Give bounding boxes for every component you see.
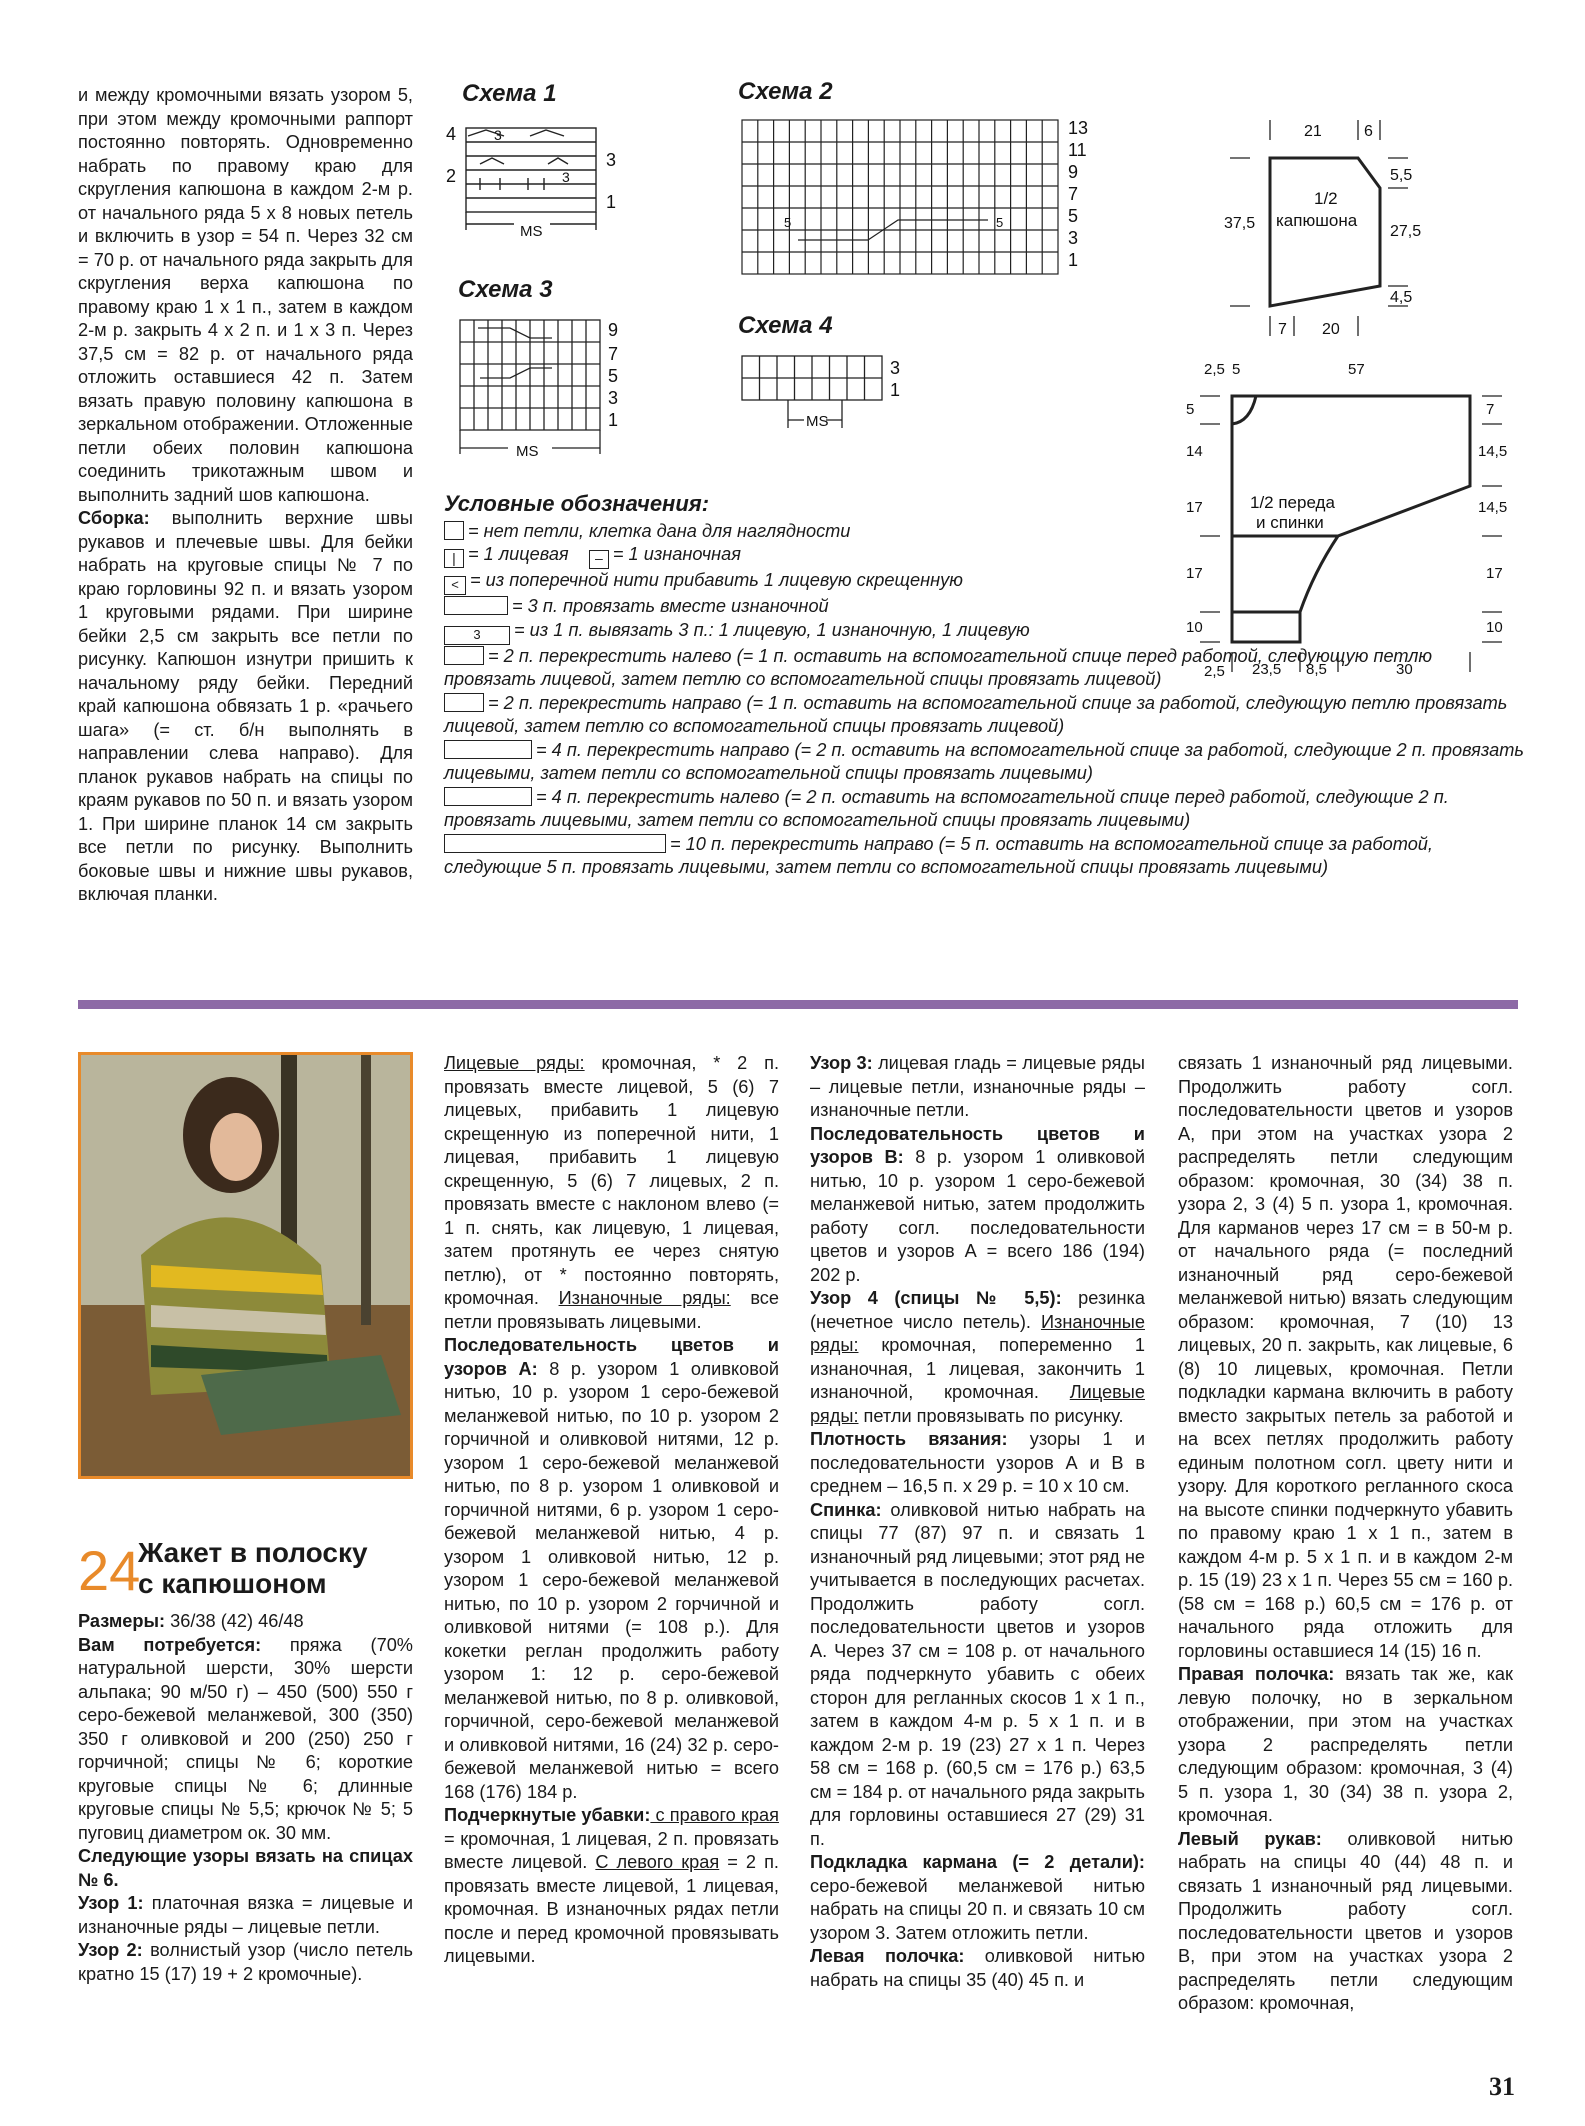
svg-text:4: 4 <box>446 124 457 144</box>
hood-dim-7: 7 <box>1278 321 1287 338</box>
assembly-text: выполнить верхние швы рукавов и плечевые швы. Для бейки набрать на круговые спицы № 7 по краю горловины 92 п. и вязать узором 1 круговыми рядами. При ширине бейки 2,5 см закрыть все петли по рисунку. Капюшон изнутри пришить к начальному ряду бейки. Передний край капюшона обвязать 1 р. «рачьего шага» (= ст. б/н выполнять в направлении слева направо). Для планок рукавов набрать на спицы по краям рукавов по 50 п. и вязать узором 1. При ширине планок 14 см закрыть все петли по рисунку. Выполнить боковые швы и нижние швы рукавов, включая планки. <box>78 508 413 904</box>
col1-pattern-2: Узор 2: волнистый узор (число петель кратно 15 (17) 19 + 2 кромочные). <box>78 1940 413 1984</box>
svg-text:1: 1 <box>606 192 617 212</box>
legend-item-no-stitch: = нет петли, клетка дана для наглядности <box>444 520 1524 544</box>
hood-dim-37-5: 37,5 <box>1224 215 1256 232</box>
body-dim-2-5-bottom: 2,5 <box>1204 663 1225 680</box>
col4-right-front: Правая полочка: вязать так же, как левую полочку, но в зеркальном отображении, при этом на участках узора 2 распределять петли следующим образом: кромочная, 3 (4) 5 п. узора 1, 30 (34) 38 п. узора 2, кромочная. <box>1178 1664 1514 1825</box>
body-dim-14-5-a: 14,5 <box>1478 443 1508 460</box>
hood-dim-4-5: 4,5 <box>1390 289 1413 306</box>
scheme-1-title: Схема 1 <box>462 80 557 107</box>
col2-sequence-a: Последовательность цветов и узоров А: 8 р. узором 1 оливковой нитью, 10 р. узором 1 серо-бежевой меланжевой нитью, по 10 р. узором 2 горчичной и оливковой нитями, 12 р. узором 1 серо-бежевой меланжевой нитью, по 8 р. узором 1 оливковой и горчичной нитями, 6 р. узором 1 серо-бежевой меланжевой нитью, 4 р. узором 1 оливковой нитью, 12 р. узором 1 серо-бежевой меланжевой нитью, по 10 р. узором 2 горчичной и оливковой нитями (= 108 р.). Для кокетки реглан продолжить работу узором 1: 12 р. серо-бежевой меланжевой нитью, по 8 р. оливковой, горчичной, серо-бежевой меланжевой и оливковой нитями, 16 (24) 32 р. серо-бежевой меланжевой нитью = всего 168 (176) 184 р. <box>444 1335 779 1802</box>
article-title-line-2: с капюшоном <box>138 1568 327 1599</box>
col3-pocket-lining: Подкладка кармана (= 2 детали): серо-бежевой меланжевой нитью набрать на спицы 20 п. и связать 10 см узором 3. Затем отложить петли. <box>810 1852 1145 1943</box>
legend-item-cross2-left: = 2 п. перекрестить налево (= 1 п. оставить на вспомогательной спице перед работой, следующую петлю провязать лицевой, затем петлю со вспомогательной спицы провязать лицевой) <box>444 645 1433 689</box>
body-dim-8-5: 8,5 <box>1306 661 1327 678</box>
body-dim-5-top: 5 <box>1232 361 1241 378</box>
article-number: 24 <box>78 1539 141 1602</box>
svg-text:11: 11 <box>1068 140 1087 160</box>
article-title-line-1: Жакет в полоску <box>138 1537 368 1568</box>
col3-back: Спинка: оливковой нитью набрать на спицы 77 (87) 97 п. и связать 1 изнаночный ряд лицевыми; этот ряд не учитывается в последующих расчетах. Продолжить работу согл. последовательности цветов и узоров А. Через 37 см = 108 р. от начального ряда подчеркнуто убавить с обеих сторон для регланных скосов 1 х 1 п., затем в каждом 4-м р. 5 х 1 п. и в каждом 2-м р. 19 (23) 27 х 1 п. Через 58 см = 168 р. (60,5 см = 176 р.) 63,5 см = 184 р. от начального ряда закрыть для горловины оставшиеся 27 (29) 31 п. <box>810 1499 1145 1849</box>
body-dim-17-right: 17 <box>1486 565 1503 582</box>
svg-text:3: 3 <box>890 358 901 378</box>
assembly-label: Сборка: <box>78 508 150 528</box>
scheme-4-chart <box>738 352 928 432</box>
scheme-4-title: Схема 4 <box>738 312 833 339</box>
col1-pattern-1: Узор 1: платочная вязка = лицевые и изнаночные ряды – лицевые петли. <box>78 1893 413 1937</box>
svg-text:5: 5 <box>608 366 619 386</box>
col2-knit-rows: Лицевые ряды: кромочная, * 2 п. провязать вместе лицевой, 5 (6) 7 лицевых, прибавить 1 лицевую скрещенную из поперечной нити, 1 лицевая, прибавить 1 лицевую скрещенную, 5 (6) 7 лицевых, 2 п. провязать вместе с наклоном влево (= 1 п. снять, как лицевую, 1 лицевая, затем протянуть ее через снятую петлю), от * постоянно повторять, кромочная. Изнаночные ряды: все петли провязывать лицевыми. <box>444 1053 779 1332</box>
top-left-text-column <box>78 84 413 907</box>
svg-text:3: 3 <box>606 150 617 170</box>
hood-pattern-diagram <box>1210 110 1470 350</box>
hood-label-half: 1/2 <box>1314 189 1338 208</box>
col3-pattern-3: Узор 3: лицевая гладь = лицевые ряды – лицевые петли, изнаночные ряды – изнаночные петли. <box>810 1053 1145 1120</box>
svg-text:9: 9 <box>1068 162 1079 182</box>
column-1 <box>78 1610 413 1986</box>
col2-decreases: Подчеркнутые убавки: с правого края = кромочная, 1 лицевая, 2 п. провязать вместе лицевой. С левого края = 2 п. провязать вместе лицевой, 1 лицевая, кромочная. В изнаночных рядах петли после и перед кромочной провязывать лицевыми. <box>444 1805 779 1966</box>
legend-item-cross10-right: = 10 п. перекрестить направо (= 5 п. оставить на вспомогательной спице за работой, следующие 5 п. провязать лицевыми, затем петли со вспомогательной спицы провязать лицевыми) <box>444 833 1433 877</box>
scheme-2-title: Схема 2 <box>738 78 833 105</box>
hood-dim-27-5: 27,5 <box>1390 223 1422 240</box>
svg-text:2: 2 <box>446 166 457 186</box>
model-photo <box>78 1052 413 1479</box>
section-divider <box>78 1000 1518 1009</box>
scheme-4-ms: MS <box>806 413 829 430</box>
column-2 <box>444 1052 779 1969</box>
page-number: 31 <box>1489 2072 1515 2101</box>
body-dim-23-5: 23,5 <box>1252 661 1282 678</box>
col3-left-front: Левая полочка: оливковой нитью набрать на спицы 35 (40) 45 п. и <box>810 1946 1145 1990</box>
col3-gauge: Плотность вязания: узоры 1 и последовательности узоров А и В в среднем – 16,5 п. х 29 р. = 10 х 10 см. <box>810 1429 1145 1496</box>
svg-text:1: 1 <box>890 380 901 400</box>
body-dim-2-5-top: 2,5 <box>1204 361 1225 378</box>
svg-text:3: 3 <box>1068 228 1079 248</box>
body-dim-30: 30 <box>1396 661 1413 678</box>
legend-item-cross4-left: = 4 п. перекрестить налево (= 2 п. оставить на вспомогательной спице перед работой, следующие 2 п. провязать лицевыми, затем петли со вспомогательной спицы провязать лицевыми) <box>444 786 1449 830</box>
scheme-3-title: Схема 3 <box>458 276 553 303</box>
scheme-2-chart <box>738 112 1118 292</box>
body-dim-5-left: 5 <box>1186 401 1195 418</box>
col4-left-sleeve: Левый рукав: оливковой нитью набрать на спицы 40 (44) 48 п. и связать 1 изнаночный ряд лицевыми. Продолжить работу согл. последовательности цветов и узоров В, при этом на участках узора 2 распределять петли следующим образом: кромочная, <box>1178 1828 1513 2013</box>
svg-text:3: 3 <box>562 169 570 185</box>
col3-pattern-4: Узор 4 (спицы № 5,5): резинка (нечетное число петель). Изнаночные ряды: кромочная, попеременно 1 изнаночная, 1 лицевая, закончить 1 изнаночной, кромочная. Лицевые ряды: петли провязывать по рисунку. <box>810 1288 1145 1426</box>
svg-text:9: 9 <box>608 320 619 340</box>
body-label-2: и спинки <box>1256 513 1324 532</box>
hood-label-hood: капюшона <box>1276 211 1358 230</box>
col1-sizes: Размеры: 36/38 (42) 46/48 <box>78 1611 304 1631</box>
legend-title: Условные обозначения: <box>444 491 710 516</box>
body-dim-14-5-b: 14,5 <box>1478 499 1508 516</box>
scheme-1-chart <box>440 112 640 252</box>
svg-text:3: 3 <box>608 388 619 408</box>
col1-needles-note: Следующие узоры вязать на спицах № 6. <box>78 1846 413 1890</box>
svg-text:7: 7 <box>608 344 619 364</box>
legend <box>444 492 1524 880</box>
body-dim-10-left: 10 <box>1186 619 1203 636</box>
body-dim-7-right: 7 <box>1486 401 1495 418</box>
svg-text:7: 7 <box>1068 184 1079 204</box>
hood-dim-6: 6 <box>1364 123 1373 140</box>
col3-sequence-b: Последовательность цветов и узоров В: 8 р. узором 1 оливковой нитью, 10 р. узором 1 серо-бежевой меланжевой нитью, затем продолжить работу согл. последовательности цветов и узоров А = всего 186 (194) 202 р. <box>810 1123 1145 1285</box>
hood-instructions: и между кромочными вязать узором 5, при этом между кромочными раппорт постоянно повторять. Одновременно набрать по правому краю для скругления капюшона в каждом 2-м р. от начального ряда 5 х 8 новых петель и включить в узор = 54 п. Через 32 см = 70 р. от начального ряда закрыть для скругления верха капюшона по правому краю 1 х 1 п., затем в каждом 2-м р. закрыть 4 х 2 п. и 1 х 3 п. Через 37,5 см = 82 р. от начального ряда отложить оставшиеся 42 п. Затем вязать правую половину капюшона в зеркальном отображении. Отложенные петли обеих половин капюшона соединить трикотажным швом и выполнить задний шов капюшона. <box>78 85 413 505</box>
hood-dim-21: 21 <box>1304 123 1322 140</box>
legend-item-cross2-right: = 2 п. перекрестить направо (= 1 п. оставить на вспомогательной спице за работой, следующую петлю провязать лицевой, затем петлю со вспомогательной спицы провязать лицевой) <box>444 692 1508 736</box>
body-dim-17-left-b: 17 <box>1186 565 1203 582</box>
scheme-3-ms: MS <box>516 443 539 460</box>
legend-item-cross4-right: = 4 п. перекрестить направо (= 2 п. оставить на вспомогательной спице за работой, следующие 2 п. провязать лицевыми, затем петли со вспомогательной спицы провязать лицевыми) <box>444 739 1524 783</box>
scheme-3-chart <box>456 316 636 466</box>
legend-item-purl3tog: = 3 п. провязать вместе изнаночной <box>444 595 1524 619</box>
svg-text:5: 5 <box>1068 206 1079 226</box>
legend-item-increase: < = из поперечной нити прибавить 1 лицевую скрещенную <box>444 569 1524 595</box>
legend-item-knit: | = 1 лицевая – = 1 изнаночная <box>444 543 1524 569</box>
hood-dim-5-5: 5,5 <box>1390 167 1413 184</box>
body-dim-14: 14 <box>1186 443 1203 460</box>
body-label-1: 1/2 переда <box>1250 493 1335 512</box>
body-dim-57: 57 <box>1348 361 1365 378</box>
article-title <box>138 1537 368 1599</box>
assembly-paragraph <box>78 507 413 907</box>
col1-materials: Вам потребуется: пряжа (70% натуральной шерсти, 30% шерсти альпака; 90 м/50 г) – 450 (500) 550 г серо-бежевой меланжевой, 300 (350) 350 г оливковой и 200 (250) 250 г горчичной; спицы № 6; короткие круговые спицы № 6; длинные круговые спицы № 5,5; крючок № 5; 5 пуговиц диаметром ок. 30 мм. <box>78 1634 413 1843</box>
svg-text:13: 13 <box>1068 118 1089 138</box>
legend-item-make3: 3 = из 1 п. вывязать 3 п.: 1 лицевую, 1 изнаночную, 1 лицевую <box>444 619 1524 645</box>
hood-dim-20: 20 <box>1322 321 1340 338</box>
svg-text:1: 1 <box>1068 250 1079 270</box>
column-3 <box>810 1052 1145 1992</box>
scheme-1-ms: MS <box>520 223 543 240</box>
col4-continued: связать 1 изнаночный ряд лицевыми. Продолжить работу согл. последовательности цветов и узоров А, при этом на участках узора 2 распределять петли следующим образом: кромочная, 30 (34) 38 п. узора 2, 3 (4) 5 п. узора 1, кромочная. Для карманов через 17 см = в 50-м р. от начального ряда (= последний изнаночный ряд серо-бежевой меланжевой нитью) вязать следующим образом: кромочная, 7 (10) 13 лицевых, 20 п. закрыть, как лицевые, 6 (8) 10 лицевых, кромочная. Петли подкладки кармана включить в работу вместо закрытых петель за работой и на всех петлях продолжить работу единым полотном согл. цвету нити и узору. Для короткого регланного скоса на высоте спинки подчеркнуто убавить по правому краю 1 х 1 п., затем в каждом 4-м р. 5 х 1 п. и в каждом 2-м р. 15 (19) 23 х 1 п. Через 55 см = 160 р. (58 см = 168 р.) 60,5 см = 176 р. от начального ряда отложить для горловины оставшиеся 14 (15) 16 п. <box>1178 1053 1513 1661</box>
svg-text:1: 1 <box>608 410 619 430</box>
column-4 <box>1178 1052 1513 2016</box>
svg-text:5: 5 <box>784 215 792 230</box>
body-dim-10-right: 10 <box>1486 619 1503 636</box>
body-dim-17-left-a: 17 <box>1186 499 1203 516</box>
svg-text:5: 5 <box>996 215 1004 230</box>
svg-text:3: 3 <box>494 127 502 143</box>
